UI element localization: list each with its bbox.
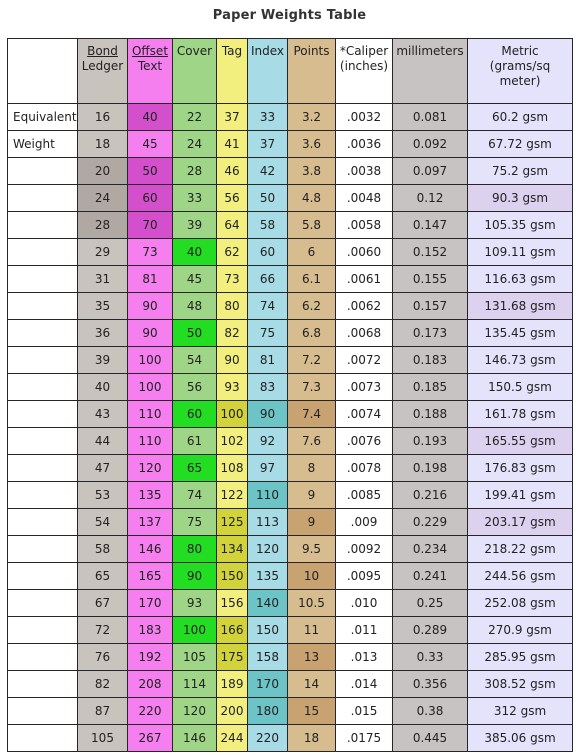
tag-cell: 62	[217, 239, 248, 266]
caliper-cell: .0048	[336, 185, 393, 212]
cover-cell: 74	[173, 482, 217, 509]
table-row	[8, 266, 573, 293]
index-cell: 75	[248, 320, 288, 347]
caliper-cell: .0036	[336, 131, 393, 158]
bond-cell: 35	[78, 293, 128, 320]
caliper-cell: .0072	[336, 347, 393, 374]
caliper-cell: .0073	[336, 374, 393, 401]
metric-cell: 252.08 gsm	[468, 590, 573, 617]
table-row	[8, 401, 573, 428]
millimeters-cell: 0.097	[393, 158, 468, 185]
offset-cell: 90	[128, 320, 173, 347]
metric-cell: 90.3 gsm	[468, 185, 573, 212]
row-label	[8, 185, 78, 212]
metric-column-header	[468, 39, 573, 104]
points-cell: 6	[288, 239, 336, 266]
index-cell: 66	[248, 266, 288, 293]
tag-cell: 189	[217, 671, 248, 698]
millimeters-column-header: millimeters	[393, 39, 468, 104]
bond-cell: 47	[78, 455, 128, 482]
cover-cell: 48	[173, 293, 217, 320]
millimeters-cell: 0.188	[393, 401, 468, 428]
caliper-column-header	[336, 39, 393, 104]
metric-cell: 203.17 gsm	[468, 509, 573, 536]
bond-header-line1: Bond	[87, 44, 118, 58]
tag-cell: 41	[217, 131, 248, 158]
millimeters-cell: 0.155	[393, 266, 468, 293]
row-label	[8, 320, 78, 347]
millimeters-cell: 0.193	[393, 428, 468, 455]
cover-cell: 28	[173, 158, 217, 185]
tag-cell: 64	[217, 212, 248, 239]
table-row	[8, 239, 573, 266]
points-cell: 3.8	[288, 158, 336, 185]
bond-cell: 54	[78, 509, 128, 536]
table-row	[8, 563, 573, 590]
index-cell: 170	[248, 671, 288, 698]
row-label	[8, 293, 78, 320]
metric-cell: 150.5 gsm	[468, 374, 573, 401]
index-cell: 90	[248, 401, 288, 428]
offset-cell: 40	[128, 104, 173, 131]
table-row	[8, 644, 573, 671]
caliper-cell: .0175	[336, 725, 393, 752]
bond-cell: 67	[78, 590, 128, 617]
table-row	[8, 293, 573, 320]
offset-cell: 110	[128, 401, 173, 428]
table-row	[8, 104, 573, 131]
cover-cell: 56	[173, 374, 217, 401]
metric-cell: 270.9 gsm	[468, 617, 573, 644]
index-cell: 83	[248, 374, 288, 401]
offset-cell: 70	[128, 212, 173, 239]
index-cell: 37	[248, 131, 288, 158]
tag-cell: 244	[217, 725, 248, 752]
index-cell: 33	[248, 104, 288, 131]
caliper-cell: .0038	[336, 158, 393, 185]
metric-cell: 105.35 gsm	[468, 212, 573, 239]
index-cell: 110	[248, 482, 288, 509]
tag-cell: 73	[217, 266, 248, 293]
caliper-cell: .0095	[336, 563, 393, 590]
points-cell: 3.2	[288, 104, 336, 131]
points-cell: 11	[288, 617, 336, 644]
label-column-header	[8, 39, 78, 104]
cover-cell: 40	[173, 239, 217, 266]
points-cell: 10	[288, 563, 336, 590]
cover-cell: 24	[173, 131, 217, 158]
points-cell: 13	[288, 644, 336, 671]
metric-cell: 308.52 gsm	[468, 671, 573, 698]
metric-cell: 131.68 gsm	[468, 293, 573, 320]
millimeters-cell: 0.25	[393, 590, 468, 617]
caliper-cell: .0092	[336, 536, 393, 563]
bond-cell: 82	[78, 671, 128, 698]
row-label	[8, 212, 78, 239]
cover-cell: 80	[173, 536, 217, 563]
paper-weights-table	[7, 38, 573, 752]
offset-cell: 73	[128, 239, 173, 266]
row-label	[8, 266, 78, 293]
row-label	[8, 401, 78, 428]
caliper-cell: .013	[336, 644, 393, 671]
index-cell: 140	[248, 590, 288, 617]
tag-cell: 134	[217, 536, 248, 563]
caliper-cell: .0085	[336, 482, 393, 509]
cover-cell: 22	[173, 104, 217, 131]
bond-cell: 58	[78, 536, 128, 563]
index-cell: 50	[248, 185, 288, 212]
millimeters-cell: 0.229	[393, 509, 468, 536]
points-cell: 4.8	[288, 185, 336, 212]
millimeters-cell: 0.234	[393, 536, 468, 563]
tag-cell: 93	[217, 374, 248, 401]
caliper-header-line1: *Caliper	[339, 44, 389, 58]
bond-cell: 16	[78, 104, 128, 131]
millimeters-cell: 0.356	[393, 671, 468, 698]
points-cell: 14	[288, 671, 336, 698]
caliper-cell: .0058	[336, 212, 393, 239]
caliper-cell: .0074	[336, 401, 393, 428]
millimeters-cell: 0.289	[393, 617, 468, 644]
points-cell: 5.8	[288, 212, 336, 239]
millimeters-cell: 0.38	[393, 698, 468, 725]
cover-cell: 50	[173, 320, 217, 347]
row-label	[8, 671, 78, 698]
offset-header-line1: Offset	[131, 44, 169, 58]
offset-cell: 100	[128, 347, 173, 374]
cover-cell: 33	[173, 185, 217, 212]
tag-cell: 56	[217, 185, 248, 212]
row-label	[8, 563, 78, 590]
cover-cell: 75	[173, 509, 217, 536]
metric-cell: 116.63 gsm	[468, 266, 573, 293]
caliper-cell: .0068	[336, 320, 393, 347]
millimeters-cell: 0.157	[393, 293, 468, 320]
millimeters-cell: 0.152	[393, 239, 468, 266]
points-cell: 7.6	[288, 428, 336, 455]
metric-header-line3: meter)	[499, 74, 541, 88]
caliper-cell: .015	[336, 698, 393, 725]
millimeters-cell: 0.198	[393, 455, 468, 482]
caliper-cell: .0062	[336, 293, 393, 320]
caliper-cell: .009	[336, 509, 393, 536]
points-cell: 10.5	[288, 590, 336, 617]
table-row	[8, 374, 573, 401]
bond-header-line2: Ledger	[81, 59, 124, 73]
millimeters-cell: 0.183	[393, 347, 468, 374]
tag-column-header: Tag	[217, 39, 248, 104]
offset-cell: 50	[128, 158, 173, 185]
offset-cell: 137	[128, 509, 173, 536]
row-label	[8, 590, 78, 617]
row-label	[8, 536, 78, 563]
points-cell: 6.8	[288, 320, 336, 347]
offset-cell: 81	[128, 266, 173, 293]
caliper-cell: .0076	[336, 428, 393, 455]
cover-cell: 120	[173, 698, 217, 725]
index-cell: 74	[248, 293, 288, 320]
index-cell: 135	[248, 563, 288, 590]
bond-cell: 43	[78, 401, 128, 428]
table-row	[8, 671, 573, 698]
metric-cell: 67.72 gsm	[468, 131, 573, 158]
offset-cell: 45	[128, 131, 173, 158]
millimeters-cell: 0.092	[393, 131, 468, 158]
page-title: Paper Weights Table	[212, 8, 367, 23]
bond-ledger-column-header	[78, 39, 128, 104]
table-row	[8, 698, 573, 725]
bond-cell: 18	[78, 131, 128, 158]
metric-cell: 285.95 gsm	[468, 644, 573, 671]
metric-cell: 161.78 gsm	[468, 401, 573, 428]
bond-cell: 39	[78, 347, 128, 374]
tag-cell: 200	[217, 698, 248, 725]
tag-cell: 108	[217, 455, 248, 482]
table-row	[8, 212, 573, 239]
tag-cell: 102	[217, 428, 248, 455]
table-row	[8, 347, 573, 374]
table-row	[8, 509, 573, 536]
index-cell: 97	[248, 455, 288, 482]
row-label: Equivalent	[8, 104, 78, 131]
caliper-cell: .014	[336, 671, 393, 698]
index-cell: 220	[248, 725, 288, 752]
caliper-cell: .0061	[336, 266, 393, 293]
table-row	[8, 590, 573, 617]
index-cell: 120	[248, 536, 288, 563]
bond-cell: 65	[78, 563, 128, 590]
cover-cell: 65	[173, 455, 217, 482]
offset-cell: 165	[128, 563, 173, 590]
tag-cell: 46	[217, 158, 248, 185]
offset-cell: 100	[128, 374, 173, 401]
cover-column-header: Cover	[173, 39, 217, 104]
millimeters-cell: 0.241	[393, 563, 468, 590]
offset-text-column-header	[128, 39, 173, 104]
metric-header-line1: Metric	[501, 44, 539, 58]
millimeters-cell: 0.147	[393, 212, 468, 239]
index-cell: 113	[248, 509, 288, 536]
cover-cell: 39	[173, 212, 217, 239]
bond-cell: 36	[78, 320, 128, 347]
row-label	[8, 644, 78, 671]
offset-cell: 135	[128, 482, 173, 509]
bond-cell: 24	[78, 185, 128, 212]
row-label	[8, 455, 78, 482]
offset-cell: 60	[128, 185, 173, 212]
offset-cell: 146	[128, 536, 173, 563]
bond-cell: 53	[78, 482, 128, 509]
points-cell: 15	[288, 698, 336, 725]
tag-cell: 150	[217, 563, 248, 590]
points-cell: 9	[288, 482, 336, 509]
points-cell: 6.1	[288, 266, 336, 293]
metric-header-line2: (grams/sq	[489, 59, 551, 73]
tag-cell: 156	[217, 590, 248, 617]
metric-cell: 385.06 gsm	[468, 725, 573, 752]
cover-cell: 146	[173, 725, 217, 752]
offset-cell: 183	[128, 617, 173, 644]
index-cell: 81	[248, 347, 288, 374]
table-row	[8, 536, 573, 563]
millimeters-cell: 0.216	[393, 482, 468, 509]
metric-cell: 165.55 gsm	[468, 428, 573, 455]
offset-cell: 170	[128, 590, 173, 617]
table-row	[8, 428, 573, 455]
row-label	[8, 158, 78, 185]
bond-cell: 105	[78, 725, 128, 752]
caliper-cell: .0078	[336, 455, 393, 482]
caliper-cell: .0032	[336, 104, 393, 131]
bond-cell: 87	[78, 698, 128, 725]
offset-cell: 110	[128, 428, 173, 455]
tag-cell: 37	[217, 104, 248, 131]
cover-cell: 61	[173, 428, 217, 455]
points-cell: 9	[288, 509, 336, 536]
points-column-header: Points	[288, 39, 336, 104]
metric-cell: 218.22 gsm	[468, 536, 573, 563]
points-cell: 7.2	[288, 347, 336, 374]
table-row	[8, 320, 573, 347]
index-cell: 92	[248, 428, 288, 455]
cover-cell: 60	[173, 401, 217, 428]
millimeters-cell: 0.081	[393, 104, 468, 131]
points-cell: 9.5	[288, 536, 336, 563]
index-column-header: Index	[248, 39, 288, 104]
table-row	[8, 158, 573, 185]
offset-header-line2: Text	[137, 59, 163, 73]
row-label	[8, 374, 78, 401]
index-cell: 158	[248, 644, 288, 671]
index-cell: 58	[248, 212, 288, 239]
bond-cell: 40	[78, 374, 128, 401]
row-label: Weight	[8, 131, 78, 158]
caliper-cell: .011	[336, 617, 393, 644]
bond-cell: 76	[78, 644, 128, 671]
table-row	[8, 482, 573, 509]
header-row	[8, 39, 573, 104]
metric-cell: 312 gsm	[468, 698, 573, 725]
row-label	[8, 347, 78, 374]
millimeters-cell: 0.173	[393, 320, 468, 347]
cover-cell: 100	[173, 617, 217, 644]
offset-cell: 90	[128, 293, 173, 320]
table-row	[8, 185, 573, 212]
millimeters-cell: 0.12	[393, 185, 468, 212]
offset-cell: 220	[128, 698, 173, 725]
table-row	[8, 725, 573, 752]
cover-cell: 90	[173, 563, 217, 590]
cover-cell: 45	[173, 266, 217, 293]
row-label	[8, 509, 78, 536]
tag-cell: 175	[217, 644, 248, 671]
bond-cell: 44	[78, 428, 128, 455]
metric-cell: 199.41 gsm	[468, 482, 573, 509]
bond-cell: 29	[78, 239, 128, 266]
caliper-cell: .010	[336, 590, 393, 617]
bond-cell: 72	[78, 617, 128, 644]
cover-cell: 105	[173, 644, 217, 671]
table-row	[8, 617, 573, 644]
offset-cell: 120	[128, 455, 173, 482]
caliper-header-line2: (inches)	[339, 59, 389, 73]
millimeters-cell: 0.33	[393, 644, 468, 671]
tag-cell: 166	[217, 617, 248, 644]
cover-cell: 54	[173, 347, 217, 374]
tag-cell: 90	[217, 347, 248, 374]
tag-cell: 82	[217, 320, 248, 347]
tag-cell: 80	[217, 293, 248, 320]
index-cell: 42	[248, 158, 288, 185]
bond-cell: 28	[78, 212, 128, 239]
points-cell: 8	[288, 455, 336, 482]
row-label	[8, 428, 78, 455]
row-label	[8, 617, 78, 644]
offset-cell: 267	[128, 725, 173, 752]
cover-cell: 114	[173, 671, 217, 698]
points-cell: 7.4	[288, 401, 336, 428]
metric-cell: 135.45 gsm	[468, 320, 573, 347]
bond-cell: 31	[78, 266, 128, 293]
points-cell: 7.3	[288, 374, 336, 401]
row-label	[8, 239, 78, 266]
offset-cell: 192	[128, 644, 173, 671]
millimeters-cell: 0.445	[393, 725, 468, 752]
metric-cell: 244.56 gsm	[468, 563, 573, 590]
tag-cell: 122	[217, 482, 248, 509]
cover-cell: 93	[173, 590, 217, 617]
metric-cell: 75.2 gsm	[468, 158, 573, 185]
index-cell: 150	[248, 617, 288, 644]
metric-cell: 109.11 gsm	[468, 239, 573, 266]
points-cell: 3.6	[288, 131, 336, 158]
row-label	[8, 698, 78, 725]
caliper-cell: .0060	[336, 239, 393, 266]
index-cell: 60	[248, 239, 288, 266]
points-cell: 6.2	[288, 293, 336, 320]
points-cell: 18	[288, 725, 336, 752]
table-row	[8, 131, 573, 158]
bond-cell: 20	[78, 158, 128, 185]
index-cell: 180	[248, 698, 288, 725]
metric-cell: 146.73 gsm	[468, 347, 573, 374]
tag-cell: 125	[217, 509, 248, 536]
row-label	[8, 482, 78, 509]
offset-cell: 208	[128, 671, 173, 698]
metric-cell: 176.83 gsm	[468, 455, 573, 482]
row-label	[8, 725, 78, 752]
metric-cell: 60.2 gsm	[468, 104, 573, 131]
millimeters-cell: 0.185	[393, 374, 468, 401]
tag-cell: 100	[217, 401, 248, 428]
table-row	[8, 455, 573, 482]
